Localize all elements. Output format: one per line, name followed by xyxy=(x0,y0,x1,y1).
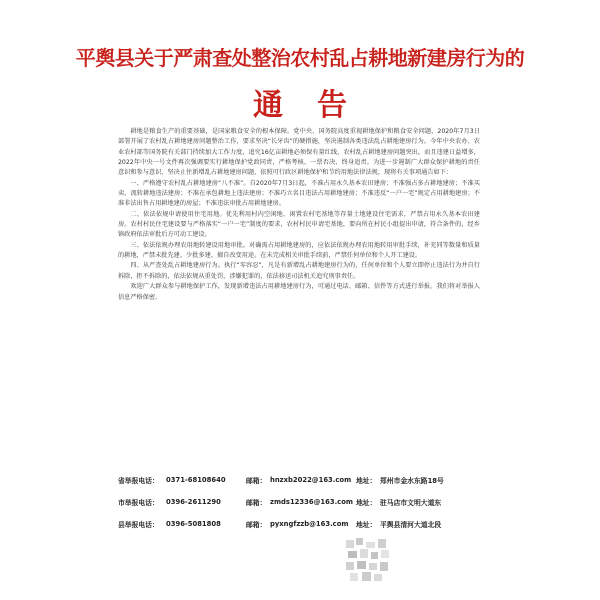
contact-row-county xyxy=(118,513,498,535)
paragraph-4: 四、从严查处乱占耕地建房行为。执行“零容忍”，凡是有新增乱占耕地建房行为的，任何单位和个人要立即停止违法行为并自行拆除，拒不拆除的，依法依规从重处罚，涉嫌犯罪的，依法移送司法机关追究刑事责任。 xyxy=(118,262,480,280)
notice-body xyxy=(118,127,480,303)
contact-email: hnzxb2022@163.com xyxy=(270,476,352,484)
contact-email: pyxngfzzb@163.com xyxy=(270,520,349,528)
paragraph-2: 二、依法依规申请使用住宅用地。优先利用村内空闲地、闲置农村宅基地等存量土地建设住宅需求，严禁占用永久基本农田建房。农村村民住宅建设要与严格落实“一户一宅”制度的要求，农村村民申请宅基地，要向所在村民小组提出申请，符合条件的，经乡镇政府依法审批后方可动工建设。 xyxy=(118,210,480,239)
paragraph-closing: 欢迎广大群众参与耕地保护工作，发现新增违法占用耕地建房行为，可通过电话、邮箱、信件等方式进行举报。我们将对举报人信息严格保密。 xyxy=(118,283,480,301)
address-label: 地址： xyxy=(356,521,377,529)
notice-subtitle: 通告 xyxy=(253,88,381,123)
contact-unit: 县举报电话： xyxy=(118,521,159,529)
contact-email: zmds12336@163.com xyxy=(270,498,353,506)
contact-address: 驻马店市文明大道东 xyxy=(380,499,442,507)
blurred-official-seal-icon xyxy=(344,536,392,584)
contact-phone: 0371-68108640 xyxy=(166,476,226,484)
paragraph-intro: 耕地是粮食生产的重要基础，是国家粮食安全的根本保障。党中央、国务院高度重视耕地保护和粮食安全问题，2020年7月3日部署开展了农村乱占耕地建房问题整治工作，要求坚决“长牙齿”的硬措施，坚决遏制各类违法乱占耕地建房行为。今年中央农办、农业农村部等国务院有关部门持续加大工作力度，追究16亿亩耕地必须保有量红线，农村乱占耕地建房问题突出，而且违建日益增多，2022年中央一号文件再次强调要实行耕地保护党政同责，严格考核、一票否决、终身追责。为进一步遏制广大群众保护耕地的责任意识和参与意识，坚决止住新增乱占耕地建房问题，依照可行政区耕地保护和节约用地法律法规，现将有关事项通告如下： xyxy=(118,128,480,177)
paragraph-3: 三、依法依规办理农用地转建设用地审批。对确需占用耕地建房的，应依法依规办理农用地转用审批手续，补充同等数量和质量的耕地，严禁未批先建、少批多建、擅自改变用途。在未完成相关审批手续前，严禁任何单位和个人开工建设。 xyxy=(118,241,480,260)
contact-unit: 市举报电话： xyxy=(118,499,159,507)
contact-row-province xyxy=(118,469,498,491)
contact-list xyxy=(118,469,498,535)
email-label: 邮箱： xyxy=(246,521,267,529)
contact-unit: 省举报电话： xyxy=(118,477,159,485)
contact-phone: 0396-2611290 xyxy=(166,498,221,506)
contact-phone: 0396-5081808 xyxy=(166,520,221,528)
notice-title: 平舆县关于严肃查处整治农村乱占耕地新建房行为的 xyxy=(75,46,525,70)
paragraph-1: 一、严格遵守农村乱占耕地建房“八不准”。自2020年7月3日起，不准占用永久基本农田建房；不准强占多占耕地建房；不准买卖、流转耕地违法建房；不准在承包耕地上违法建房；不准巧立名目违法占用耕地建房；不准违反“一户一宅”规定占用耕地建房；不准非法出售占用耕地建的房屋；不准违法审批占用耕地建房。 xyxy=(118,179,480,208)
address-label: 地址： xyxy=(356,477,377,485)
address-label: 地址： xyxy=(356,499,377,507)
contact-row-city xyxy=(118,491,498,513)
contact-address: 平舆县清河大道北段 xyxy=(380,521,442,529)
email-label: 邮箱： xyxy=(246,499,267,507)
email-label: 邮箱： xyxy=(246,477,267,485)
contact-address: 郑州市金水东路18号 xyxy=(380,477,444,485)
